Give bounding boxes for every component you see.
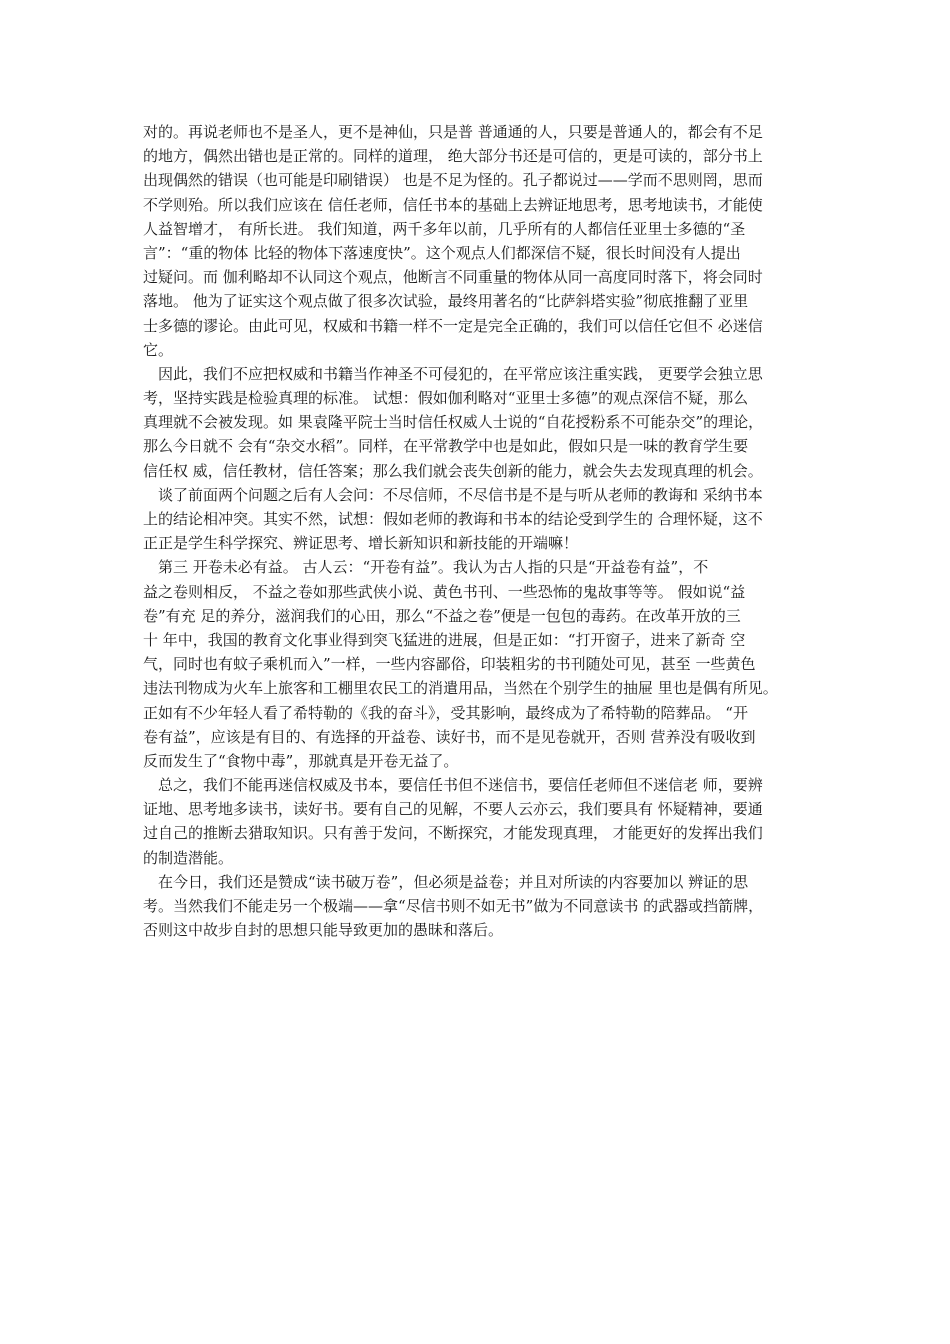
paragraph-5 — [143, 773, 815, 870]
paragraph-2 — [143, 362, 815, 483]
text-line: 正如有不少年轻人看了希特勒的《我的奋斗》，受其影响，最终成为了希特勒的陪葬品。 “开 — [143, 703, 748, 722]
text-line: 第三 开卷未必有益。 古人云：“开卷有益”。我认为古人指的只是“开益卷有益”，不 — [158, 558, 709, 577]
text-line: 落地。 他为了证实这个观点做了很多次试验，最终用著名的“比萨斜塔实验”彻底推翻了亚里 — [143, 292, 749, 311]
text-line: 的制造潜能。 — [143, 848, 234, 867]
text-line: 信任权 威，信任教材，信任答案；那么我们就会丧失创新的能力，就会失去发现真理的机会。 — [143, 461, 763, 480]
text-line: 反而发生了“食物中毒”，那就真是开卷无益了。 — [143, 751, 459, 770]
text-line: 真理就不会被发现。如 果袁隆平院士当时信任权威人士说的“自花授粉系不可能杂交”的理论， — [143, 413, 764, 432]
text-line: 证地、思考地多读书，读好书。要有自己的见解，不要人云亦云，我们要具有 怀疑精神，要通 — [143, 800, 763, 819]
paragraph-3 — [143, 483, 815, 556]
paragraph-1 — [143, 120, 815, 362]
text-line: 谈了前面两个问题之后有人会问：不尽信师，不尽信书是不是与听从老师的教诲和 采纳书本 — [158, 485, 763, 504]
text-line: 它。 — [143, 340, 174, 359]
text-line: 言”：“重的物体 比轻的物体下落速度快”。这个观点人们都深信不疑，很长时间没有人提出 — [143, 243, 741, 262]
text-line: 因此，我们不应把权威和书籍当作神圣不可侵犯的，在平常应该注重实践， 更要学会独立思 — [158, 364, 763, 383]
text-line: 考，坚持实践是检验真理的标准。 试想：假如伽利略对“亚里士多德”的观点深信不疑，那么 — [143, 389, 749, 408]
paragraph-6 — [143, 870, 815, 943]
text-line: 否则这中故步自封的思想只能导致更加的愚昧和落后。 — [143, 921, 504, 940]
text-line: 十 年中，我国的教育文化事业得到突飞猛进的进展，但是正如：“打开窗子，进来了新奇 空 — [143, 630, 746, 649]
text-line: 考。当然我们不能走另一个极端——拿“尽信书则不如无书”做为不同意读书 的武器或挡箭牌， — [143, 897, 764, 915]
text-line: 益之卷则相反， 不益之卷如那些武侠小说、黄色书刊、一些恐怖的鬼故事等等。 假如说“益 — [143, 582, 746, 601]
text-line: 过疑问。而 伽利略却不认同这个观点，他断言不同重量的物体从同一高度同时落下，将会同时 — [143, 268, 763, 287]
text-line: 那么今日就不 会有“杂交水稻”。同样，在平常教学中也是如此，假如只是一味的教育学生要 — [143, 437, 749, 456]
text-line: 过自己的推断去猎取知识。只有善于发问，不断探究，才能发现真理， 才能更好的发挥出我们 — [143, 824, 763, 843]
text-line: 违法刊物成为火车上旅客和工棚里农民工的消遣用品，当然在个别学生的抽屉 里也是偶有所见。 — [143, 679, 778, 698]
text-line: 卷”有充 足的养分，滋润我们的心田，那么“不益之卷”便是一包包的毒药。在改革开放的三 — [143, 606, 741, 625]
text-line: 对的。再说老师也不是圣人，更不是神仙，只是普 普通通的人，只要是普通人的，都会有不足 — [143, 123, 763, 141]
text-line: 在今日，我们还是赞成“读书破万卷”，但必须是益卷；并且对所读的内容要加以 辨证的思 — [158, 872, 749, 891]
text-line: 卷有益”，应该是有目的、有选择的开益卷、读好书，而不是见卷就开，否则 营养没有吸收到 — [143, 727, 756, 746]
text-line: 气，同时也有蚊子乘机而入”一样，一些内容鄙俗，印装粗劣的书刊随处可见，甚至 一些黄色 — [143, 655, 756, 674]
text-line: 士多德的谬论。由此可见，权威和书籍一样不一定是完全正确的，我们可以信任它但不 必迷信 — [143, 316, 763, 335]
paragraph-4 — [143, 555, 815, 773]
text-line: 的地方，偶然出错也是正常的。同样的道理， 绝大部分书还是可信的，更是可读的，部分书上 — [143, 147, 763, 166]
text-line: 上的结论相冲突。其实不然，试想：假如老师的教诲和书本的结论受到学生的 合理怀疑，这不 — [143, 510, 763, 528]
text-line: 不学则殆。所以我们应该在 信任老师，信任书本的基础上去辨证地思考，思考地读书，才能使 — [143, 195, 763, 214]
body-text — [143, 120, 815, 942]
text-line: 总之，我们不能再迷信权威及书本，要信任书但不迷信书，要信任老师但不迷信老 师，要辨 — [158, 776, 763, 795]
text-line: 人益智增才， 有所长进。 我们知道，两千多年以前，几乎所有的人都信任亚里士多德的“圣 — [143, 219, 746, 238]
text-line: 正正是学生科学探究、辨证思考、增长新知识和新技能的开端嘛！ — [143, 534, 579, 553]
text-line: 出现偶然的错误（也可能是印刷错误） 也是不足为怪的。孔子都说过——学而不思则罔，思而 — [143, 171, 763, 190]
